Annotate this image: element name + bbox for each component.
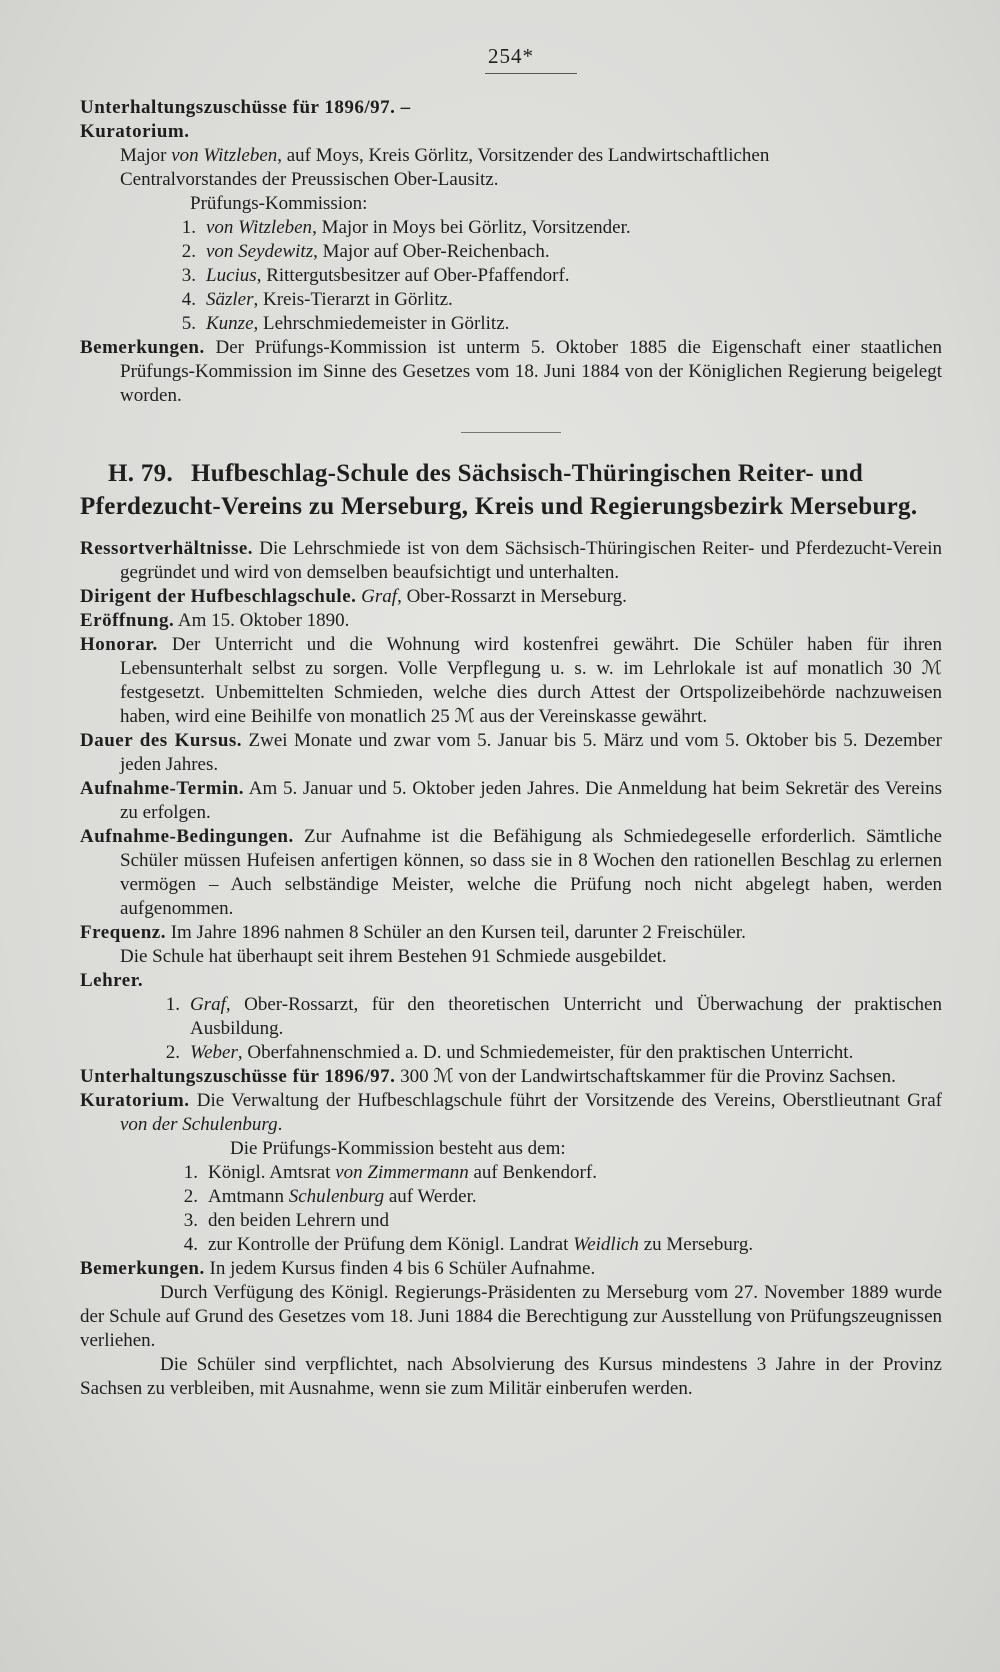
kuratorium-text-previous: Major von Witzleben, auf Moys, Kreis Görlitz, Vorsitzender des Landwirtschaftlichen xyxy=(120,145,770,166)
kuratorium-heading-previous: Kuratorium. xyxy=(80,121,190,142)
list-item: 4. Säzler, Kreis-Tierarzt in Görlitz. xyxy=(181,289,453,310)
kuratorium-paragraph: Kuratorium. Die Verwaltung der Hufbeschlagschule führt der Vorsitzende des Vereins, Oberstlieutnant Graf von der Schulenburg. xyxy=(80,1090,942,1135)
opening-paragraph: Eröffnung. Am 15. Oktober 1890. xyxy=(80,610,350,631)
teachers-heading: Lehrer. xyxy=(80,970,144,991)
admission-conditions-paragraph: Aufnahme-Bedingungen. Zur Aufnahme ist die Befähigung als Schmiedegeselle erforderlich. Sämtliche Schüler müssen Hufeisen anfertigen können, so dass sie in 8 Wochen den rationellen Beschlag zu erlernen vermögen – Auch selbständige Meister, welche die Prüfung noch nicht abgelegt haben, werden aufgenommen. xyxy=(80,826,942,919)
list-item: 2. Amtmann Schulenburg auf Werder. xyxy=(183,1186,477,1207)
section-heading: H. 79. Hufbeschlag-Schule des Sächsisch-Thüringischen Reiter- und Pferdezucht-Vereins zu Merseburg, Kreis und Regierungsbezirk Merseburg. xyxy=(80,460,918,520)
list-item: 4. zur Kontrolle der Prüfung dem Königl. Landrat Weidlich zu Merseburg. xyxy=(183,1234,754,1255)
list-item: 2. Weber, Oberfahnenschmied a. D. und Schmiedemeister, für den praktischen Unterricht. xyxy=(165,1042,854,1063)
list-item: 3. den beiden Lehrern und xyxy=(183,1210,389,1231)
header-rule xyxy=(485,73,577,74)
pk-members xyxy=(80,1161,942,1257)
remarks-paragraph-3: Die Schüler sind verpflichtet, nach Absolvierung des Kursus mindestens 3 Jahre in der Provinz Sachsen zu verbleiben, mit Ausnahme, wenn sie zum Militär einberufen werden. xyxy=(80,1354,942,1399)
list-item: 3. Lucius, Rittergutsbesitzer auf Ober-Pfaffendorf. xyxy=(181,265,570,286)
page-number: 254* xyxy=(488,44,534,68)
duration-paragraph: Dauer des Kursus. Zwei Monate und zwar vom 5. Januar bis 5. März und vom 5. Oktober bis 5. Dezember jeden Jahres. xyxy=(80,730,943,775)
pk-members-previous xyxy=(80,216,942,336)
remarks-previous: Bemerkungen. Der Prüfungs-Kommission ist unterm 5. Oktober 1885 die Eigenschaft einer staatlichen Prüfungs-Kommission im Sinne des Gesetzes vom 18. Juni 1884 von der Königlichen Regierung beigelegt worden. xyxy=(80,337,942,406)
list-item: 1. Königl. Amtsrat von Zimmermann auf Benkendorf. xyxy=(183,1162,597,1183)
teachers-list xyxy=(80,993,942,1065)
subsidy-paragraph: Unterhaltungszuschüsse für 1896/97. 300 ℳ von der Landwirtschaftskammer für die Provinz Sachsen. xyxy=(80,1066,896,1087)
remarks-paragraph-2: Durch Verfügung des Königl. Regierungs-Präsidenten zu Merseburg vom 27. November 1889 wurde der Schule auf Grund des Gesetzes vom 18. Juni 1884 die Berechtigung zur Ausstellung von Prüfungszeugnissen verliehen. xyxy=(80,1282,942,1351)
list-item: 1. von Witzleben, Major in Moys bei Görlitz, Vorsitzender. xyxy=(181,217,631,238)
subsidy-heading-previous: Unterhaltungszuschüsse für 1896/97. – xyxy=(80,97,411,118)
admission-date-paragraph: Aufnahme-Termin. Am 5. Januar und 5. Oktober jeden Jahres. Die Anmeldung hat beim Sekretär des Vereins zu erfolgen. xyxy=(80,778,942,823)
ressort-paragraph: Ressortverhältnisse. Die Lehrschmiede ist von dem Sächsisch-Thüringischen Reiter- und Pferdezucht-Verein gegründet und wird von demselben beaufsichtigt und unterhalten. xyxy=(80,538,942,583)
list-item: 1. Graf, Ober-Rossarzt, für den theoretischen Unterricht und Überwachung der praktischen Ausbildung. xyxy=(165,994,942,1039)
pk-title-previous: Prüfungs-Kommission: xyxy=(190,193,368,214)
remarks-paragraph: Bemerkungen. In jedem Kursus finden 4 bis 6 Schüler Aufnahme. xyxy=(80,1258,596,1279)
frequency-paragraph-2: Die Schule hat überhaupt seit ihrem Bestehen 91 Schmiede ausgebildet. xyxy=(120,946,667,967)
frequency-paragraph: Frequenz. Im Jahre 1896 nahmen 8 Schüler an den Kursen teil, darunter 2 Freischüler. xyxy=(80,922,746,943)
fee-paragraph: Honorar. Der Unterricht und die Wohnung wird kostenfrei gewährt. Die Schüler haben für ihren Lebensunterhalt selbst zu sorgen. Volle Verpflegung u. s. w. im Lehrlokale ist auf monatlich 30 ℳ festgesetzt. Unbemittelten Schmieden, welche dies durch Attest der Ortspolizeibehörde nachzuweisen haben, wird eine Beihilfe von monatlich 25 ℳ aus der Vereinskasse gewährt. xyxy=(80,634,942,727)
director-paragraph: Dirigent der Hufbeschlagschule. Graf, Ober-Rossarzt in Merseburg. xyxy=(80,586,627,607)
list-item: 2. von Seydewitz, Major auf Ober-Reichenbach. xyxy=(181,241,550,262)
section-divider xyxy=(461,432,561,433)
pk-title: Die Prüfungs-Kommission besteht aus dem: xyxy=(230,1138,566,1159)
kuratorium-text-previous-2: Centralvorstandes der Preussischen Ober-Lausitz. xyxy=(120,169,499,190)
list-item: 5. Kunze, Lehrschmiedemeister in Görlitz. xyxy=(181,313,510,334)
